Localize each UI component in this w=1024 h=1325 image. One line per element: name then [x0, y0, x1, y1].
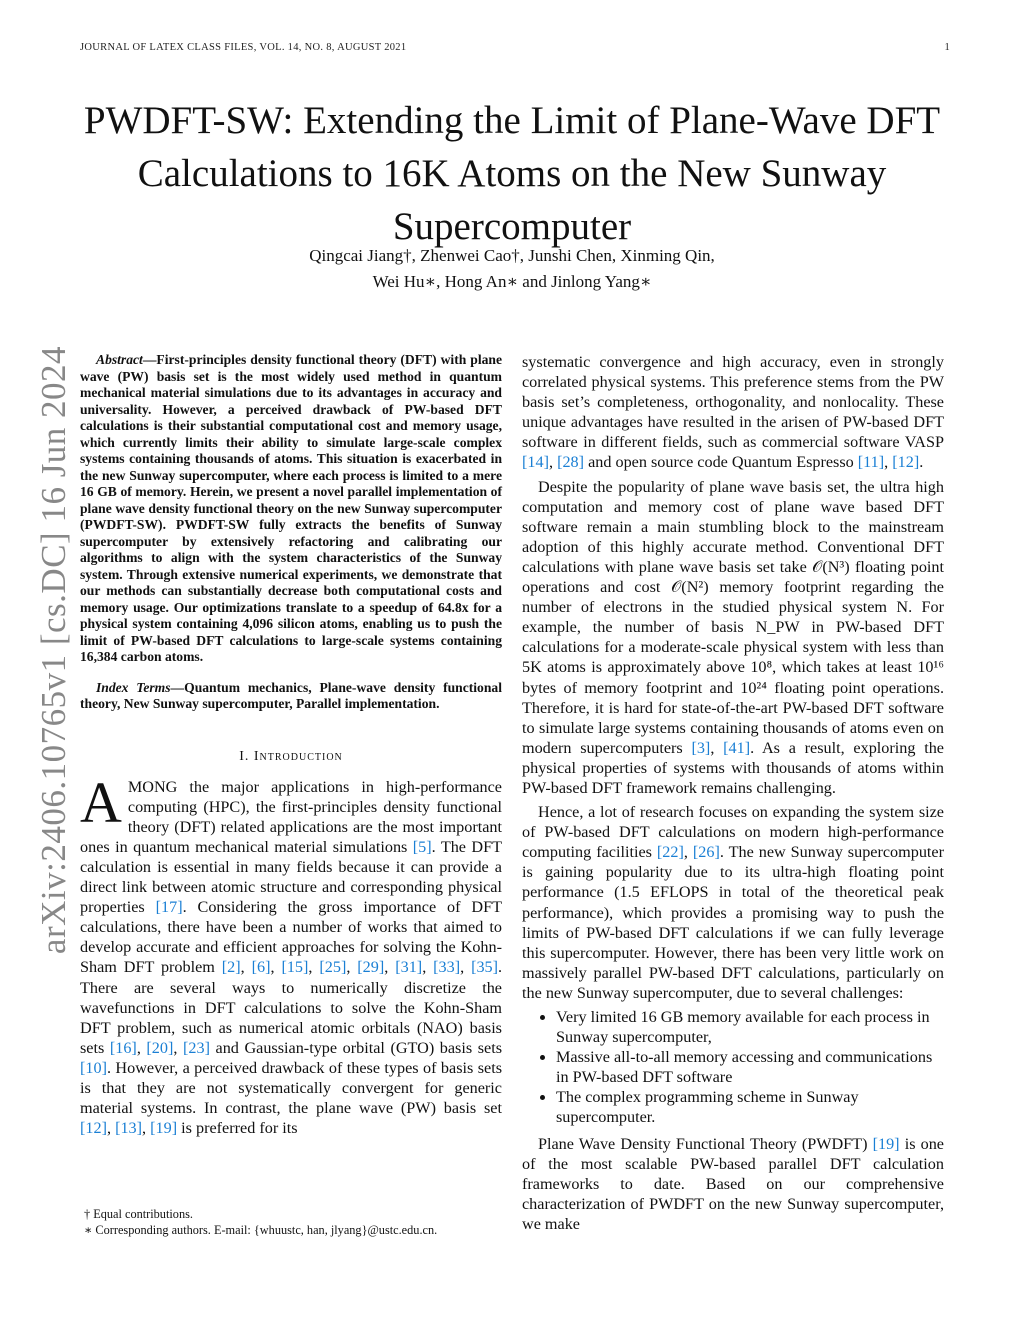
paragraph-text: ,	[270, 958, 282, 977]
paragraph-text: ,	[384, 958, 396, 977]
index-terms-text: —Quantum mechanics, Plane-wave density functional theory, New Sunway supercomputer, Parallel implementation.	[80, 679, 502, 711]
citation-link[interactable]: [33]	[433, 958, 461, 977]
paragraph-text: Despite the popularity of plane wave basis set, the ultra high computation and memory cost of plane wave based DFT software remain a main stumbling block to the mainstream adoption of this highly accurate method. Conventional DFT calculations with plane wave basis set take 𝒪(N³) floating point operations and cost 𝒪(N²) memory footprint regarding the number of electrons in the studied physical system N. For example, the number of basis N_PW in PW-based DFT calculations for a moderate-scale physical system with less than 5K atoms is approximately above 10⁸, which takes at least 10¹⁶ bytes of memory footprint and 10²⁴ floating point operations. Therefore, it is hard for state-of-the-art PW-based DFT software to simulate large systems containing thousands of atoms even on modern supercomputers	[522, 477, 944, 757]
paragraph-text: ,	[683, 843, 693, 862]
abstract-text: —First-principles density functional theory (DFT) with plane wave (PW) basis set is the most widely used method in quantum mechanical material simulations due to its advantages in accuracy and universality. However, a perceived drawback of PW-based DFT calculations is their substantial computational cost and memory usage, which currently limits their ability to simulate large-scale complex systems containing thousands of atoms. This situation is exacerbated in the new Sunway supercomputer, where each process is limited to a mere 16 GB of memory. Herein, we present a novel parallel implementation of plane wave density functional theory on the new Sunway supercomputer (PWDFT-SW). PWDFT-SW fully extracts the benefits of Sunway supercomputer by extensively refactoring and calibrating our algorithms to align with the system characteristics of the Sunway system. Through extensive numerical experiments, we demonstrate that our methods can substantially decrease both computational costs and memory usage. Our optimizations translate to a speedup of 64.8x for a physical system containing 4,096 silicon atoms, enabling us to push the limit of PW-based DFT calculations to large-scale systems containing 16,384 carbon atoms.	[80, 352, 502, 664]
citation-link[interactable]: [12]	[80, 1119, 107, 1138]
paragraph-text: systematic convergence and high accuracy, even in strongly correlated physical systems. This preference stems from the PW basis set’s completeness, orthogonality, and nonlocality. These unique advantages have resulted in the arisen of PW-based DFT software in different fields, such as commercial software VASP	[522, 353, 944, 452]
citation-link[interactable]: [3]	[691, 738, 711, 757]
intro-paragraph-2	[522, 352, 944, 473]
paragraph-text: . However, a perceived drawback of these types of basis sets is that they are not systematically convergent for generic material systems. In contrast, the plane wave (PW) basis set	[80, 1058, 502, 1118]
paragraph-text: ,	[308, 958, 320, 977]
paragraph-text: is one of the most scalable PW-based parallel DFT calculation frameworks to date. Based on our comprehensive characterization of PWDFT on the new Sunway supercomputer, we make	[522, 1134, 944, 1233]
index-terms	[80, 680, 502, 713]
paragraph-text: . The new Sunway supercomputer is gaining popularity due to its ultra-high floating point performance (1.5 EFLOPS in total of the theoretical peak performance), which provides a promising way to push the limits of PW-based DFT calculations if we can fully leverage this supercomputer. However, there has been very little work on massively parallel PW-based DFT calculations, particularly on the new Sunway supercomputer, due to several challenges:	[522, 843, 944, 1002]
footnote-corresponding: ∗ Corresponding authors. E-mail: {whuustc, han, jlyang}@ustc.edu.cn.	[84, 1223, 438, 1237]
citation-link[interactable]: [10]	[80, 1058, 107, 1077]
paragraph-text: ,	[240, 958, 252, 977]
paragraph-text: and open source code Quantum Espresso	[584, 453, 858, 472]
paragraph-text: ,	[422, 958, 434, 977]
paragraph-text: ,	[136, 1038, 147, 1057]
paragraph-text: . The DFT calculation is essential in many fields because it can provide a direct link between atomic structure and corresponding physical properties	[80, 837, 502, 917]
citation-link[interactable]: [11]	[857, 453, 885, 472]
citation-link[interactable]: [14]	[522, 453, 549, 472]
abstract	[80, 352, 502, 666]
list-item: • Very limited 16 GB memory available for each process in Sunway supercomputer,	[556, 1007, 944, 1047]
citation-link[interactable]: [26]	[692, 843, 720, 862]
citation-link[interactable]: [29]	[357, 958, 385, 977]
page-number: 1	[944, 42, 950, 53]
paragraph-text: Plane Wave Density Functional Theory (PWDFT)	[538, 1134, 873, 1153]
citation-link[interactable]: [28]	[557, 453, 585, 472]
paragraph-text: ,	[884, 453, 893, 472]
paragraph-text: is preferred for its	[177, 1119, 298, 1138]
paragraph-text: MONG the major applications in high-performance computing (HPC), the first-principles density functional theory (DFT) related applications are the most important ones in quantum mechanical material simulations	[80, 777, 502, 856]
intro-paragraph-4	[522, 802, 944, 1003]
section-numeral: I.	[239, 748, 250, 764]
index-terms-label: Index Terms	[96, 679, 171, 695]
abstract-label: Abstract	[96, 352, 143, 367]
citation-link[interactable]: [31]	[395, 958, 423, 977]
author-line-2: Wei Hu∗, Hong An∗ and Jinlong Yang∗	[372, 272, 652, 291]
author-list	[80, 243, 944, 295]
paper-title: PWDFT-SW: Extending the Limit of Plane-Wave DFT Calculations to 16K Atoms on the New Sunway Supercomputer	[83, 99, 941, 248]
drop-cap: A	[80, 769, 122, 835]
citation-link[interactable]: [12]	[892, 453, 920, 472]
author-line-1: Qingcai Jiang†, Zhenwei Cao†, Junshi Chen, Xinming Qin,	[309, 246, 715, 265]
citation-link[interactable]: [41]	[723, 738, 751, 757]
footnote-equal: † Equal contributions.	[84, 1207, 193, 1221]
paragraph-text: Hence, a lot of research focuses on expanding the system size of PW-based DFT calculations on modern high-performance computing facilities	[522, 803, 944, 862]
paragraph-text: .	[919, 453, 924, 472]
section-title: Introduction	[253, 748, 343, 764]
footnotes	[80, 1206, 502, 1238]
citation-link[interactable]: [5]	[412, 837, 432, 856]
right-column	[522, 352, 944, 1234]
citation-link[interactable]: [17]	[155, 898, 183, 917]
section-heading	[80, 747, 502, 767]
paragraph-text: ,	[710, 738, 724, 757]
intro-paragraph-5	[522, 1134, 944, 1234]
intro-paragraph-1	[80, 769, 503, 1139]
paragraph-text: . Considering the gross importance of DFT calculations, there have been a number of works that aimed to develop accurate and efficient approaches for solving the Kohn-Sham DFT problem	[80, 898, 502, 977]
citation-link[interactable]: [16]	[109, 1038, 137, 1057]
citation-link[interactable]: [20]	[146, 1038, 174, 1057]
paragraph-text: ,	[142, 1119, 151, 1138]
paragraph-text: . As a result, exploring the physical properties of systems with thousands of atoms within PW-based DFT framework remains challenging.	[522, 738, 944, 797]
arxiv-stamp-text: arXiv:2406.10765v1 [cs.DC] 16 Jun 2024	[34, 345, 73, 955]
citation-link[interactable]: [6]	[251, 958, 271, 977]
list-item: • Massive all-to-all memory accessing and communications in PW-based DFT software	[556, 1047, 944, 1087]
citation-link[interactable]: [25]	[319, 958, 347, 977]
paragraph-text: and Gaussian-type orbital (GTO) basis sets	[209, 1038, 502, 1057]
paragraph-text: ,	[460, 958, 472, 977]
paragraph-text: ,	[548, 453, 558, 472]
citation-link[interactable]: [15]	[281, 958, 309, 977]
running-head	[80, 42, 950, 53]
citation-link[interactable]: [35]	[471, 958, 499, 977]
paragraph-text: ,	[106, 1119, 116, 1138]
citation-link[interactable]: [19]	[150, 1119, 178, 1138]
paragraph-text: ,	[346, 958, 358, 977]
journal-header: JOURNAL OF LATEX CLASS FILES, VOL. 14, NO. 8, AUGUST 2021	[80, 42, 407, 53]
list-item: • The complex programming scheme in Sunway supercomputer.	[556, 1087, 944, 1127]
citation-link[interactable]: [2]	[221, 958, 241, 977]
citation-link[interactable]: [13]	[115, 1119, 143, 1138]
citation-link[interactable]: [19]	[872, 1134, 900, 1153]
citation-link[interactable]: [22]	[656, 843, 684, 862]
left-column	[80, 352, 502, 1138]
paragraph-text: ,	[173, 1038, 183, 1057]
challenge-list	[522, 1007, 944, 1128]
citation-link[interactable]: [23]	[183, 1038, 210, 1057]
intro-paragraph-3	[522, 477, 944, 799]
arxiv-stamp	[28, 345, 80, 955]
paragraph-text: . There are several ways to numerically discretize the wavefunctions in DFT calculations to solve the Kohn-Sham DFT problem, such as numerical atomic orbitals (NAO) basis sets	[80, 958, 503, 1057]
